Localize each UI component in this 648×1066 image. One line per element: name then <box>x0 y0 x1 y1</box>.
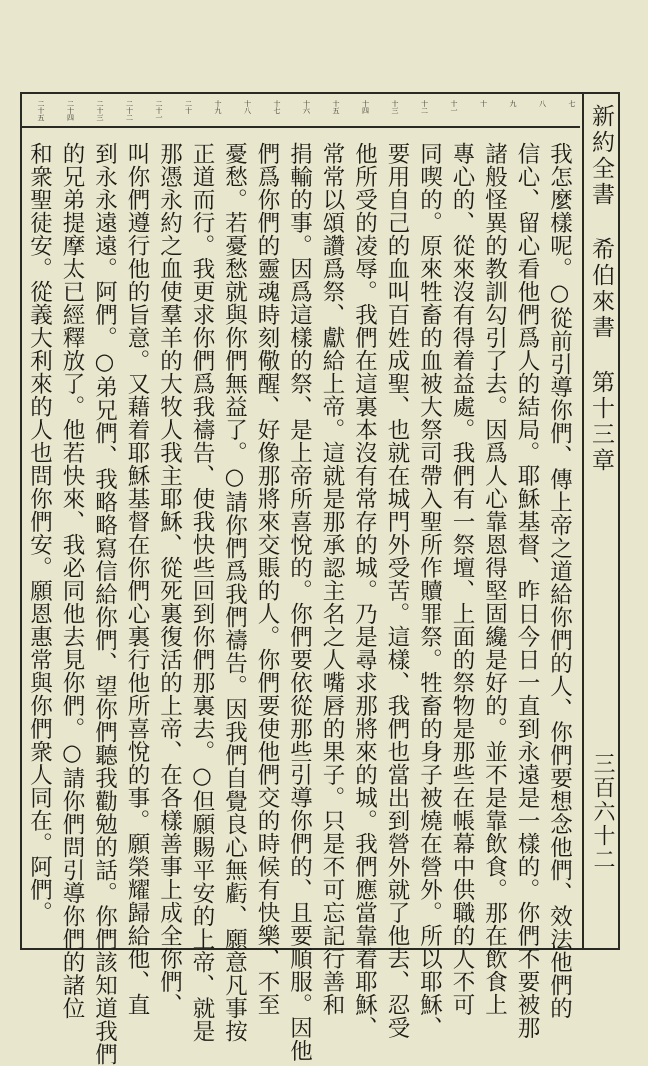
verse-number: 二十一 <box>155 100 163 121</box>
verse-number: 九 <box>509 100 517 107</box>
text-column: 專心的、從來沒有得着益處。我們有一祭壇、上面的祭物是那些在帳幕中供職的人不可 <box>449 142 475 1016</box>
text-column: 們爲你們的靈魂時刻儆醒、好像那將來交賬的人。你們要使他們交的時候有快樂、不至 <box>254 142 280 1016</box>
verse-number: 十八 <box>243 100 252 114</box>
text-column: 常常以頌讚爲祭、獻給上帝。這就是那承認主名之人嘴唇的果子。只是不可忘記行善和 <box>319 142 345 1016</box>
verse-number-strip <box>22 94 580 128</box>
text-column: 信心、留心看他們爲人的結局。耶穌基督、昨日今日一直到永遠是一樣的。你們不要被那 <box>514 142 540 1039</box>
text-column: 同喫的。原來牲畜的血被大祭司帶入聖所作贖罪祭。牲畜的身子被燒在營外。所以耶穌、 <box>416 142 443 1039</box>
verse-number: 十七 <box>273 100 281 114</box>
text-column: 他所受的凌辱。我們在這裏本沒有常存的城。乃是尋求那將來的城。我們應當靠着耶穌、 <box>351 142 378 1039</box>
verse-number: 二十二 <box>125 100 134 121</box>
text-area <box>24 142 578 1066</box>
verse-number: 七 <box>568 100 576 107</box>
text-column: 我怎麼樣呢。○從前引導你們、傳上帝之道給你們的人、你們要想念他們、效法他們的 <box>546 142 573 1020</box>
text-column: 正道而行。我更求你們爲我禱告、使我快些回到你們那裏去。○但願賜平安的上帝、就是 <box>189 142 215 1043</box>
verse-number: 二十 <box>184 100 193 114</box>
text-column: 諸般怪異的教訓勾引了去。因爲人心靠恩得堅固纔是好的。並不是靠飲食。那在飲食上 <box>481 142 508 1016</box>
text-column: 叫你們遵行他的旨意。又藉着耶穌基督在你們心裏行他所喜悅的事。願榮耀歸給他、直 <box>124 142 150 1016</box>
text-column: 那憑永約之血使羣羊的大牧人我主耶穌、從死裏復活的上帝、在各樣善事上成全你們、 <box>156 142 183 1016</box>
text-column: 捐輸的事。因爲這樣的祭、是上帝所喜悅的。你們要依從那些引導你們的、且要順服。因他 <box>286 142 313 1062</box>
verse-number: 十五 <box>332 100 340 114</box>
verse-number: 十九 <box>214 100 222 114</box>
verse-number: 十二 <box>420 100 429 114</box>
text-column: 到永永遠遠。阿們。○弟兄們、我略略寫信給你們、望你們聽我勸勉的話。你們該知道我們 <box>91 142 118 1066</box>
book-title: 新約全書 希伯來書 第十三章 <box>588 104 614 474</box>
text-column: 的兄弟提摩太已經釋放了。他若快來、我必同他去見你們。○請你們問引導你們的諸位 <box>59 142 85 1020</box>
verse-number: 二十五 <box>37 100 45 121</box>
verse-number: 十六 <box>302 100 311 114</box>
verse-number: 二十四 <box>66 100 75 121</box>
text-column: 要用自己的血叫百姓成聖、也就在城門外受苦。這樣、我們也當出到營外就了他去、忍受 <box>384 142 410 1039</box>
page-number: 三百六十二 <box>590 752 615 872</box>
verse-number: 二十三 <box>96 100 104 121</box>
text-column: 憂愁。若憂愁就與你們無益了。○請你們爲我們禱告。因我們自覺良心無虧、願意凡事按 <box>221 142 248 1043</box>
verse-number: 十 <box>479 100 488 107</box>
text-column: 和衆聖徒安。從義大利來的人也問你們安。願恩惠常與你們衆人同在。阿們。 <box>26 142 53 924</box>
verse-number: 十三 <box>391 100 399 114</box>
verse-number: 八 <box>538 100 547 107</box>
verse-number: 十一 <box>450 100 458 114</box>
verse-number: 十四 <box>361 100 370 114</box>
